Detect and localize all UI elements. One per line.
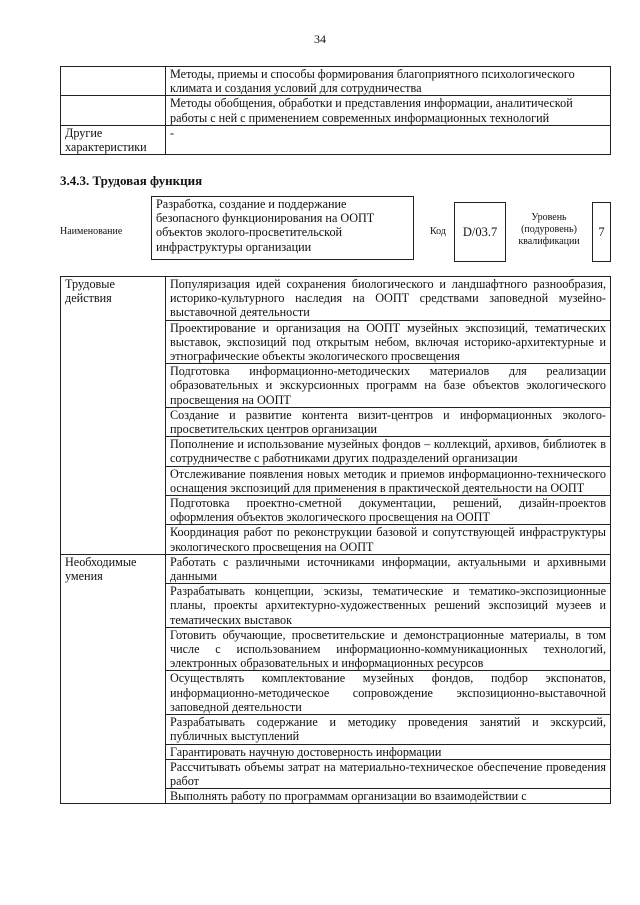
list-item: Готовить обучающие, просветительские и демонстрационные материалы, в том числе с использованием информационно-коммуникационных технологий, электронных образовательных и информационных ресурсов bbox=[166, 627, 611, 671]
list-item: Выполнять работу по программам организации во взаимодействии с bbox=[166, 789, 611, 804]
labor-actions-label: Трудовые действия bbox=[61, 277, 166, 555]
table-row bbox=[61, 67, 611, 96]
table-row bbox=[61, 125, 611, 154]
row-label bbox=[61, 96, 166, 125]
list-item: Создание и развитие контента визит-центров и информационных эколого-просветительских центров организации bbox=[166, 407, 611, 436]
qualification-level: 7 bbox=[592, 202, 611, 262]
list-item: Пополнение и использование музейных фондов – коллекций, архивов, библиотек в сотрудничестве с работниками других подразделений организации bbox=[166, 437, 611, 466]
table-row bbox=[61, 277, 611, 321]
level-label: Уровень (подуровень) квалификации bbox=[518, 212, 580, 247]
list-item: Подготовка проектно-сметной документации, решений, дизайн-проектов оформления объектов экологического просвещения на ООПТ bbox=[166, 496, 611, 525]
list-item: Разрабатывать содержание и методику проведения занятий и экскурсий, публичных выступлений bbox=[166, 715, 611, 744]
function-code: D/03.7 bbox=[454, 202, 506, 262]
top-table bbox=[60, 66, 611, 155]
name-label: Наименование bbox=[60, 226, 123, 237]
page-number: 34 bbox=[314, 32, 326, 46]
list-item: Рассчитывать объемы затрат на материально-техническое обеспечение проведения работ bbox=[166, 759, 611, 788]
list-item: Осуществлять комплектование музейных фондов, подбор экспонатов, информационно-методическое сопровождение экспозиционно-выставочной заповедной деятельности bbox=[166, 671, 611, 715]
list-item: Разрабатывать концепции, эскизы, тематические и тематико-экспозиционные планы, проекты архитектурно-художественных решений экспозиций музеев и тематических выставок bbox=[166, 584, 611, 628]
list-item: Работать с различными источниками информации, актуальными и архивными данными bbox=[166, 554, 611, 583]
code-label: Код bbox=[430, 226, 446, 237]
list-item: Отслеживание появления новых методик и приемов информационно-технического оснащения экспозиций для применения в практической деятельности на ООПТ bbox=[166, 466, 611, 495]
list-item: Подготовка информационно-методических материалов для реализации образовательных и экскурсионных программ на базе объектов экологического просвещения на ООПТ bbox=[166, 364, 611, 408]
row-text: - bbox=[166, 125, 611, 154]
list-item: Популяризация идей сохранения биологического и ландшафтного разнообразия, историко-культурного наследия на ООПТ средствами заповедной музейно-выставочной деятельности bbox=[166, 277, 611, 321]
section-heading: 3.4.3. Трудовая функция bbox=[60, 173, 203, 188]
list-item: Проектирование и организация на ООПТ музейных экспозиций, тематических выставок, экспозиций под открытым небом, включая историко-архитектурные и этнографические объекты экологического просвещения bbox=[166, 320, 611, 364]
table-row bbox=[61, 96, 611, 125]
table-row bbox=[61, 554, 611, 583]
function-details-table bbox=[60, 276, 611, 804]
function-name: Разработка, создание и поддержание безопасного функционирования на ООПТ объектов эколого-просветительской инфраструктуры организации bbox=[151, 196, 414, 260]
required-skills-label: Необходимые умения bbox=[61, 554, 166, 803]
list-item: Гарантировать научную достоверность информации bbox=[166, 744, 611, 759]
row-text: Методы, приемы и способы формирования благоприятного психологического климата и создания условий для сотрудничества bbox=[166, 67, 611, 96]
list-item: Координация работ по реконструкции базовой и сопутствующей инфраструктуры экологического просвещения на ООПТ bbox=[166, 525, 611, 554]
row-text: Методы обобщения, обработки и представления информации, аналитической работы с ней с применением современных информационных технологий bbox=[166, 96, 611, 125]
row-label: Другие характеристики bbox=[61, 125, 166, 154]
row-label bbox=[61, 67, 166, 96]
